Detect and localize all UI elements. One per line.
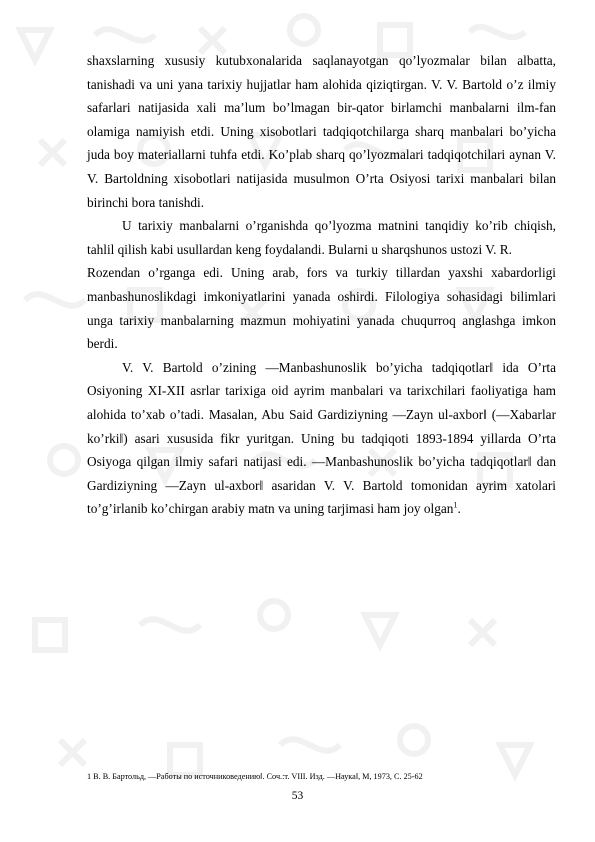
paragraph-2: U tarixiy manbalarni o’rganishda qo’lyozma matnini tanqidiy ko’rib chiqish, tahlil qilish kabi usullardan keng foydalandi. Bularni u sharqshunos ustozi V. R. xyxy=(87,218,556,257)
paragraph-3: Rozendan o’rganga edi. Uning arab, fors va turkiy tillardan yaxshi xabardorligi manbashunoslikdagi imkoniyatlarini yanada oshirdi. Filologiya sohasidagi bilimlari unga tarixiy manbalarning mazmun mohiyatini yanada chuqurroq anglashga imkon berdi. xyxy=(87,265,556,352)
footnote-marker: 1 xyxy=(87,772,92,781)
footnote xyxy=(87,771,556,782)
main-text xyxy=(87,49,556,521)
footnote-reference[interactable]: 1 xyxy=(453,500,458,510)
paragraph-1: shaxslarning xususiy kutubxonalarida saqlanayotgan qo’lyozmalar bilan albatta, tanishadi va uni yana tarixiy hujjatlar ham alohida qiziqtirgan. V. V. Bartold o’z ilmiy safarlari natijasida xali ma’lum bo’lmagan bir-qator birlamchi manbalarni ilm-fan olamiga namiyish etdi. Uning xisobotlari tadqiqotchilarga sharq manbalari bo’yicha juda boy materiallarni tuhfa etdi. Ko’plab sharq qo’lyozmalari tadqiqotchilari aynan V. V. Bartoldning xisobotlari natijasida musulmon O’rta Osiyosi tarixi manbalari bilan birinchi bora tanishdi. xyxy=(87,53,556,210)
paragraph-4-text: V. V. Bartold o’zining ―Manbashunoslik bo’yicha tadqiqotlar‖ ida O’rta Osiyoning XI-XII asrlar tarixiga oid ayrim manbalari va tarixchilari faoliyatiga ham alohida to’xab o’tadi. Masalan, Abu Said Gardiziyning ―Zayn ul-axbor‖ (―Xabarlar ko’rki‖) asari xususida fikr yuritgan. Uning bu tadqiqoti 1893-1894 yillarda O’rta Osiyoga qilgan ilmiy safari natijasi edi. ―Manbashunoslik bo’yicha tadqiqotlar‖ dan Gardiziyning ―Zayn ul-axbor‖ asaridan V. V. Bartold tomonidan ayrim xatolari to’g’irlanib ko’chirgan arabiy matn va uning tarjimasi ham joy olgan xyxy=(87,359,556,517)
page-number: 53 xyxy=(291,790,304,802)
paragraph-4-tail: . xyxy=(457,501,461,517)
paragraph-4 xyxy=(87,356,556,521)
footnote-text: В. В. Бартольд, ―Работы по источниковедению‖. Соч.:т. VIII. Изд. ―Наука‖, М, 1973, С. 25-62 xyxy=(91,772,423,781)
